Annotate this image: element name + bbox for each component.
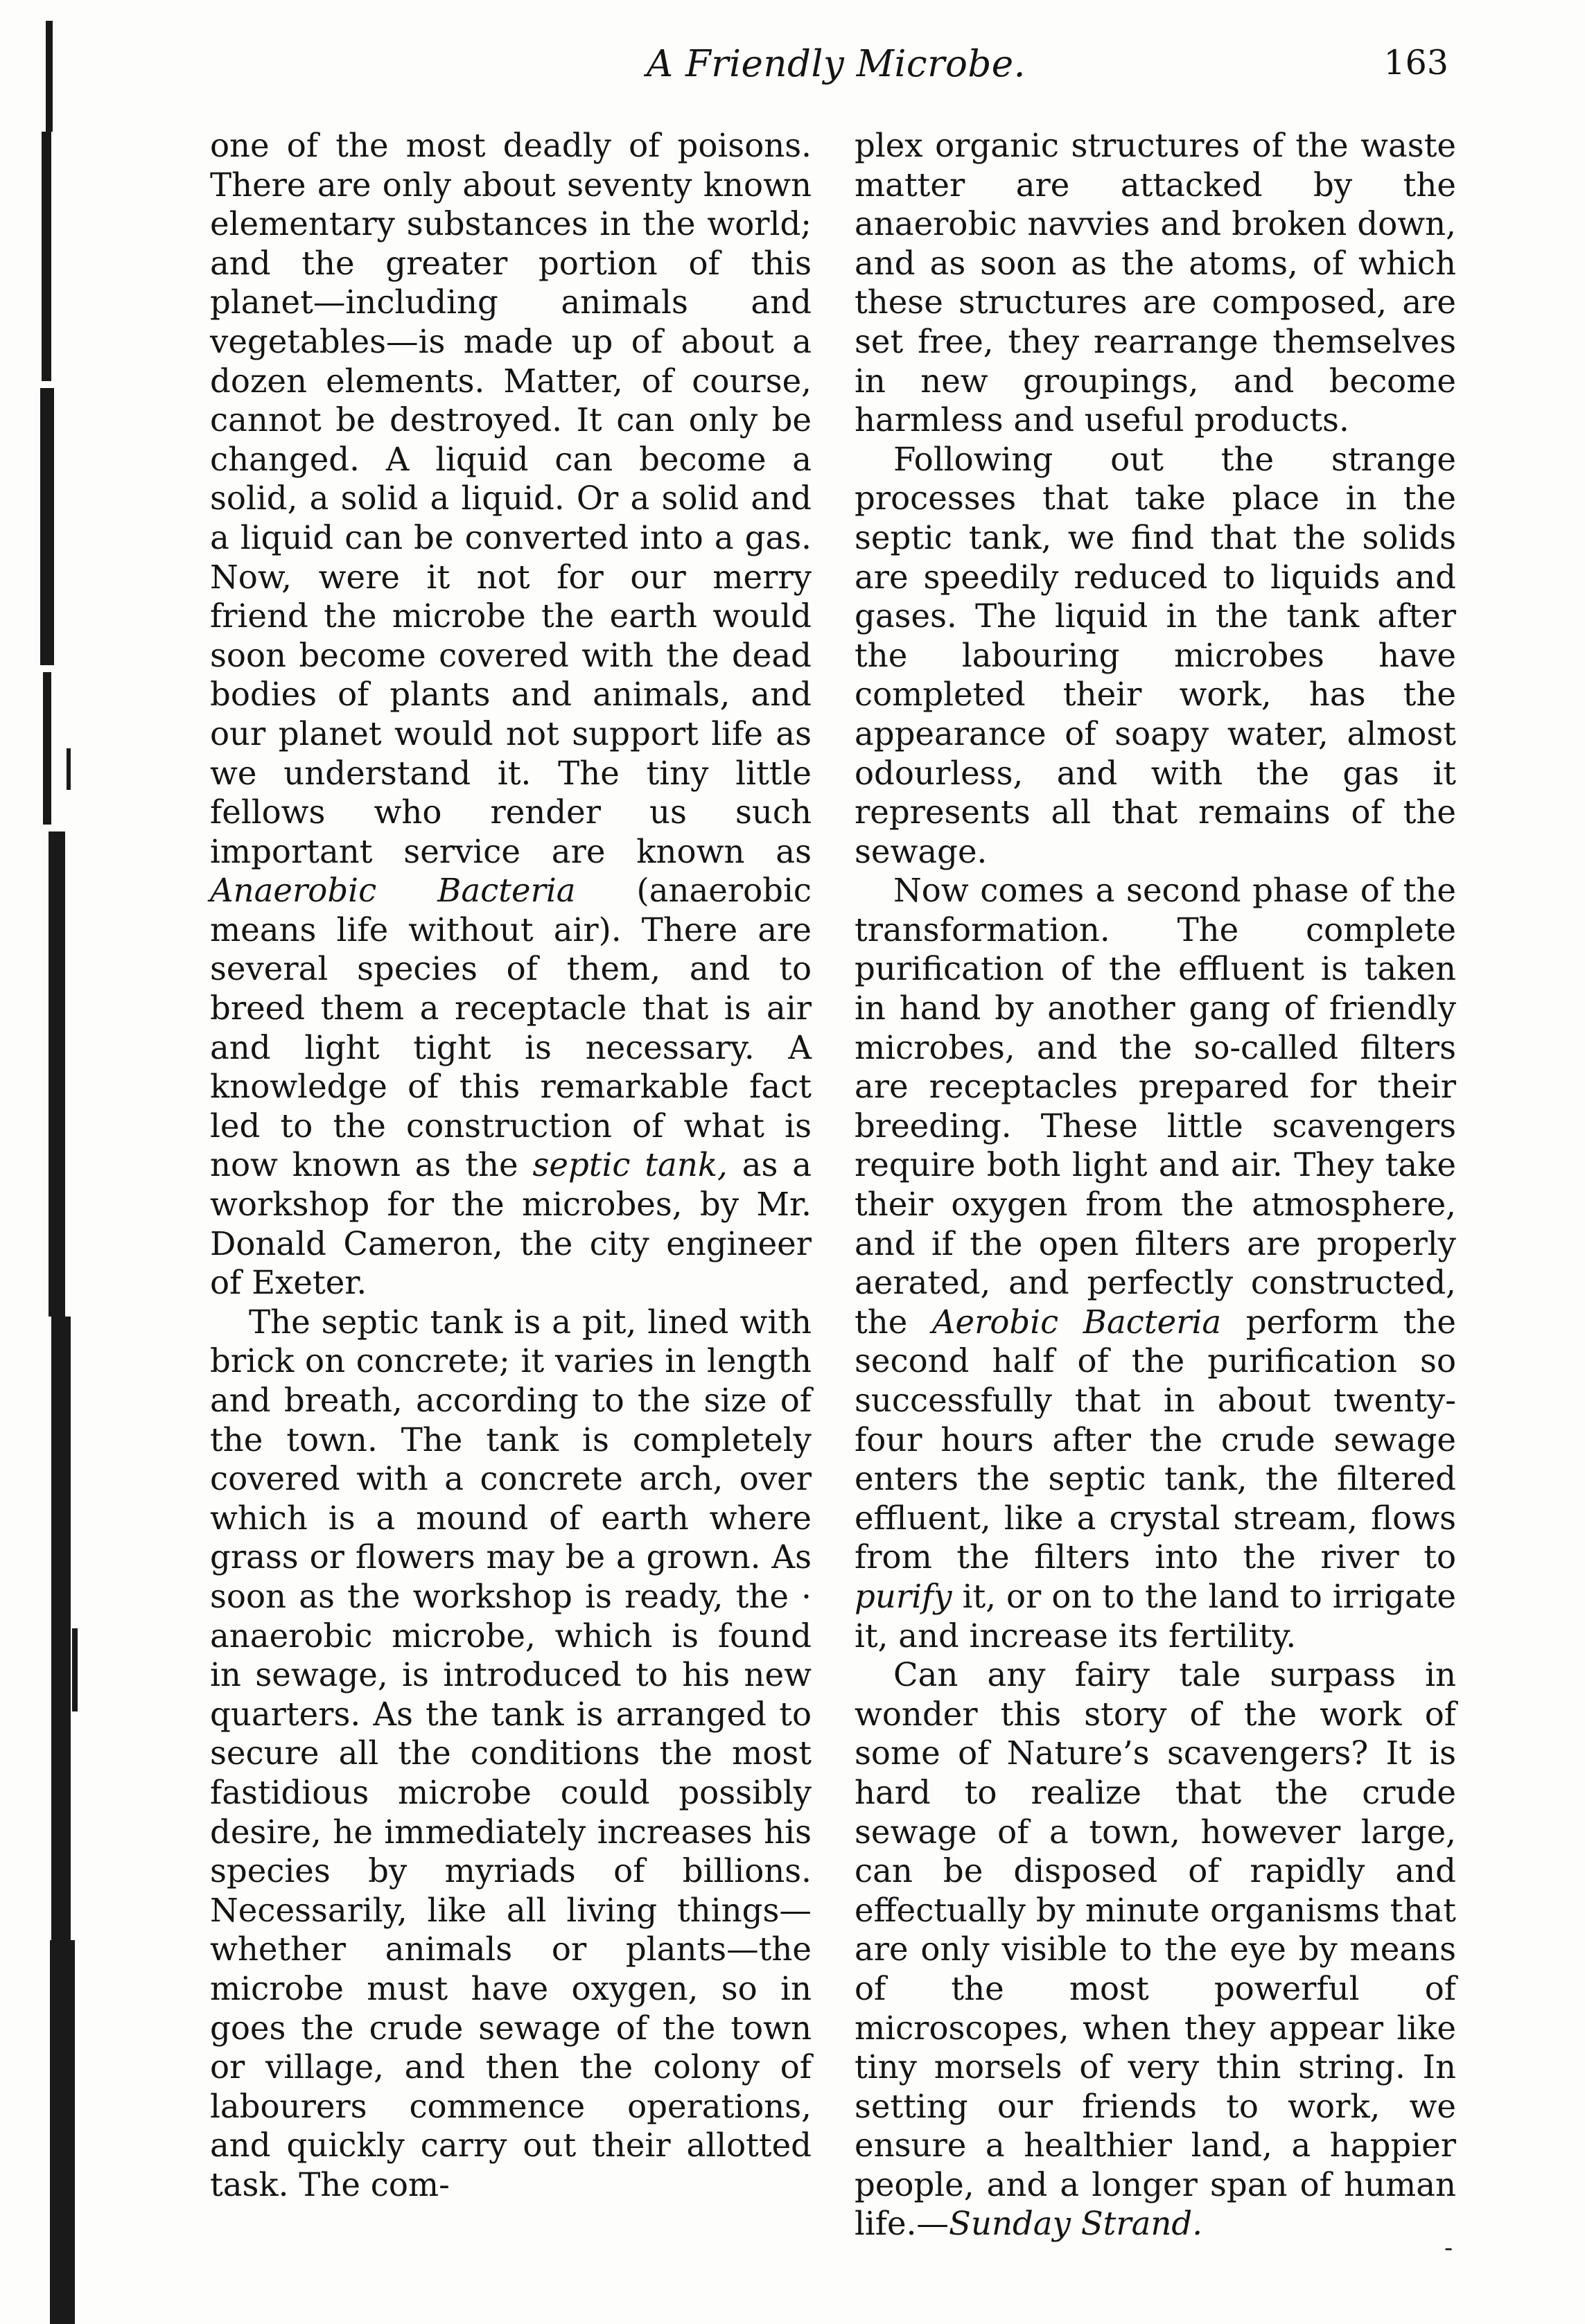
right-column xyxy=(855,126,1456,2244)
page-header xyxy=(208,43,1448,91)
running-title: A Friendly Microbe. xyxy=(646,43,1026,85)
page-binding-edge xyxy=(0,0,90,2324)
paragraph: Can any fairy tale surpass in wonder this story of the work of some of Nature’s scavengers? It is hard to realize that the crude sewage of a town, however large, can be disposed of rapidly and effectually by minute organisms that are only visible to the eye by means of the most powerful of microscopes, when they appear like tiny morsels of very thin string. In setting our friends to work, we ensure a healthier land, a happier people, and a longer span of human life.—Sunday Strand. xyxy=(855,1656,1456,2243)
left-column xyxy=(210,126,812,2204)
paragraph: The septic tank is a pit, lined with brick on concrete; it varies in length and breath, according to the size of the town. The tank is completely covered with a concrete arch, over which is a mound of earth where grass or flowers may be a grown. As soon as the workshop is ready, the · anaerobic microbe, which is found in sewage, is introduced to his new quarters. As the tank is arranged to secure all the conditions the most fastidious microbe could possibly desire, he immediately increases his species by myriads of billions. Necessarily, like all living things—whether animals or plants—the microbe must have oxygen, so in goes the crude sewage of the town or village, and then the colony of labourers commence operations, and quickly carry out their allotted task. The com- xyxy=(210,1303,812,2203)
paragraph: plex organic structures of the waste matter are attacked by the anaerobic navvies and broken down, and as soon as the atoms, of which these structures are composed, are set free, they rearrange themselves in new groupings, and become harmless and useful products. xyxy=(855,127,1456,439)
paragraph: Following out the strange processes that take place in the septic tank, we find that the solids are speedily reduced to liquids and gases. The liquid in the tank after the labouring microbes have completed their work, has the appearance of soapy water, almost odourless, and with the gas it represents all that remains of the sewage. xyxy=(855,440,1456,870)
paragraph: one of the most deadly of poisons. There are only about seventy known elementary substances in the world; and the greater portion of this planet—including animals and vegetables—is made up of about a dozen elements. Matter, of course, cannot be destroyed. It can only be changed. A liquid can become a solid, a solid a liquid. Or a solid and a liquid can be converted into a gas. Now, were it not for our merry friend the microbe the earth would soon become covered with the dead bodies of plants and animals, and our planet would not support life as we understand it. The tiny little fellows who render us such important service are known as Anaerobic Bacteria (anaerobic means life without air). There are several species of them, and to breed them a receptacle that is air and light tight is necessary. A knowledge of this remarkable fact led to the construction of what is now known as the septic tank, as a workshop for the microbes, by Mr. Donald Cameron, the city engineer of Exeter. xyxy=(210,127,812,1302)
source-attribution: Sunday Strand. xyxy=(949,2205,1203,2243)
page-number: 163 xyxy=(1383,43,1448,82)
paragraph: Now comes a second phase of the transformation. The complete purification of the effluent is taken in hand by another gang of friendly microbes, and the so-called filters are receptacles prepared for their breeding. These little scavengers require both light and air. They take their oxygen from the atmosphere, and if the open filters are properly aerated, and perfectly constructed, the Aerobic Bacteria perform the second half of the purification so successfully that in about twenty-four hours after the crude sewage enters the septic tank, the filtered effluent, like a crystal stream, flows from the filters into the river to purify it, or on to the land to irrigate it, and increase its fertility. xyxy=(855,872,1456,1655)
end-mark: - xyxy=(1444,2234,1453,2262)
